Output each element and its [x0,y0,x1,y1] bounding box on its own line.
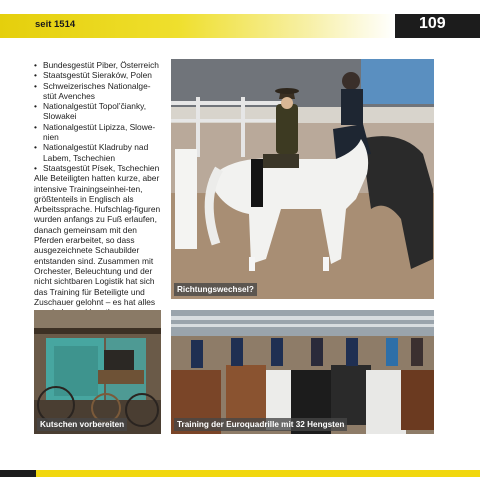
photo-training [171,310,434,434]
section-label: seit 1514 [35,19,76,30]
list-item: • Nationalgestüt Kladruby nad Labem, Tschechien [34,142,164,163]
photo-caption: Kutschen vorbereiten [37,418,127,431]
training-illustration [171,310,434,434]
page-number: 109 [419,15,446,32]
footer-black-band [0,470,36,477]
text-column [34,60,164,317]
stud-list [34,60,164,173]
body-paragraph: Alle Beteiligten hatten kurze, aber intensive Trainingseinhei-ten, größtenteils in Englisch als Arbeitssprache. Hufschlag-figuren wurden anfangs zu Fuß erlaufen, danach gemeinsam mit den Pferden erarbeitet, so dass ausgezeichnete Schaubilder entstanden sind. Zusammen mit Orchester, Beleuchtung und der nicht sichtbaren Logistik hat sich das Training für Beteiligte und Zuschauer gelohnt – es hat alles [34,173,161,307]
header-bar [0,14,480,38]
rider-illustration [171,59,434,299]
footer-yellow-band [36,470,480,477]
photo-caption: Training der Euroquadrille mit 32 Hengsten [174,418,347,431]
footer-bar [0,470,480,477]
list-item: • Bundesgestüt Piber, Österreich [34,60,164,70]
photo-carriages [34,310,161,434]
list-item: • Schweizerisches Nationalge- stüt Avenches [34,81,164,102]
list-item: • Staatsgestüt Písek, Tschechien [34,163,164,173]
list-item: • Nationalgestüt Lipizza, Slowe- nien [34,122,164,143]
list-item: • Staatsgestüt Sieraków, Polen [34,70,164,80]
carriages-illustration [34,310,161,434]
list-item: • Nationalgestüt Topol’čianky, Slowakei [34,101,164,122]
photo-rider [171,59,434,299]
photo-caption: Richtungswechsel? [174,283,257,296]
